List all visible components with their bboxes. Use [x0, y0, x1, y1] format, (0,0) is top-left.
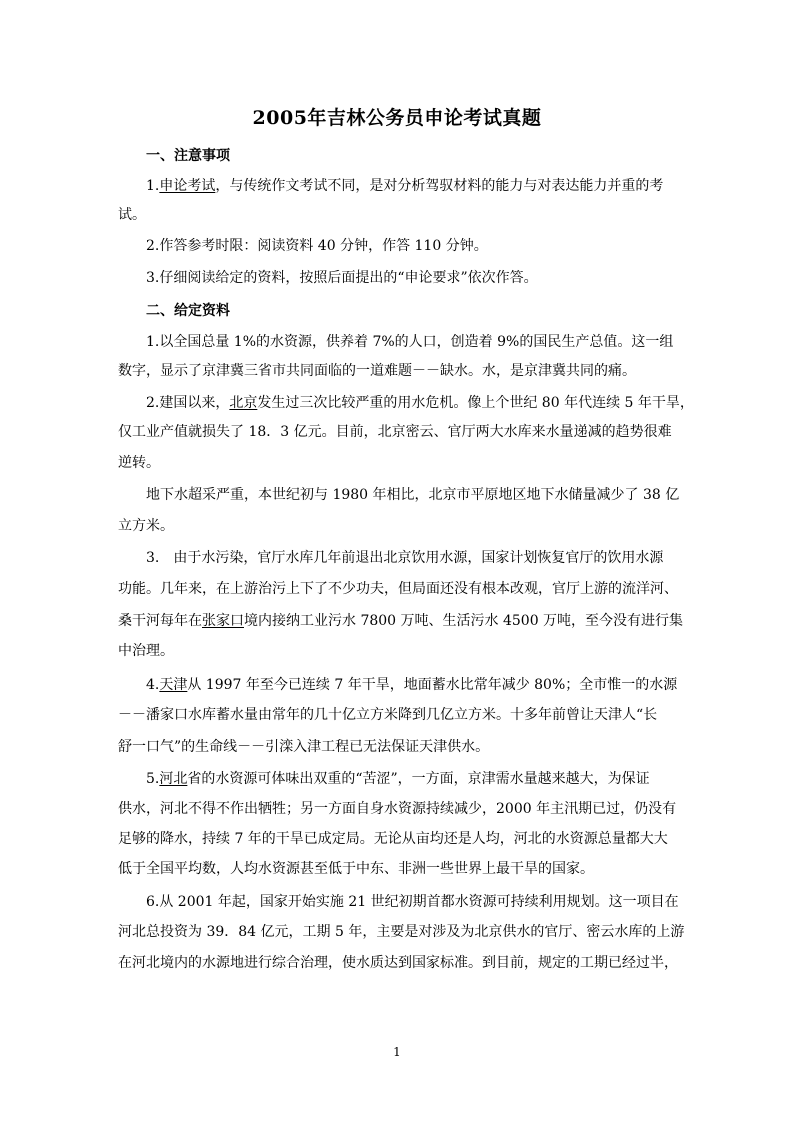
- text-segment: 境内接纳工业污水 7800 万吨、生活污水 4500 万吨，至今没有进行集: [244, 613, 684, 629]
- underlined-term: 河北: [159, 771, 188, 787]
- paragraph-line: [118, 954, 678, 972]
- page-number: 1: [393, 1045, 401, 1059]
- text-segment: 足够的降水，持续 7 年的干旱已成定局。无论从亩均还是人均，河北的水资源总量都大大: [118, 831, 668, 847]
- text-segment: 地下水超采严重，本世纪初与 1980 年相比，北京市平原地区地下水储量减少了 38 亿: [146, 487, 680, 503]
- text-segment: 2.作答参考时限：阅读资料 40 分钟，作答 110 分钟。: [146, 238, 488, 254]
- paragraph-line: [146, 770, 650, 788]
- text-segment: 数字，显示了京津冀三省市共同面临的一道难题－－缺水。水，是京津冀共同的痛。: [118, 363, 636, 379]
- paragraph-line: [146, 893, 679, 911]
- section-heading: [146, 147, 230, 165]
- text-segment: 3. 由于水污染，官厅水库几年前退出北京饮用水源，国家计划恢复官厅的饮用水源: [146, 550, 664, 566]
- text-segment: 功能。几年来，在上游治污上下了不少功夫，但局面还没有根本改观，官厅上游的流洋河、: [118, 581, 678, 597]
- paragraph-line: [118, 830, 668, 848]
- paragraph-line: [118, 206, 146, 224]
- text-segment: 1.: [146, 178, 160, 194]
- text-segment: 3.仔细阅读给定的资料，按照后面提出的“申论要求”依次作答。: [146, 270, 538, 286]
- paragraph-line: [118, 362, 636, 380]
- paragraph-line: [118, 738, 489, 756]
- paragraph-line: [118, 580, 678, 598]
- paragraph-line: [118, 860, 594, 878]
- paragraph-line: [146, 549, 663, 567]
- text-segment: 舒一口气”的生命线－－引滦入津工程已无法保证天津供水。: [118, 739, 490, 755]
- paragraph-line: [146, 676, 677, 694]
- text-segment: 二、给定资料: [146, 303, 230, 319]
- text-segment: 6.从 2001 年起，国家开始实施 21 世纪初期首都水资源可持续利用规划。这一项目在: [146, 894, 679, 910]
- paragraph-line: [146, 486, 679, 504]
- text-segment: 从 1997 年至今已连续 7 年干旱，地面蓄水比常年减少 80%；全市惟一的水源: [187, 677, 678, 693]
- underlined-term: 张家口: [202, 613, 244, 629]
- paragraph-line: [146, 333, 673, 351]
- paragraph-line: [146, 269, 538, 287]
- text-segment: 低于全国平均数，人均水资源甚至低于中东、非洲一些世界上最干旱的国家。: [118, 861, 594, 877]
- paragraph-line: [146, 237, 488, 255]
- paragraph-line: [118, 454, 160, 472]
- text-segment: 5.: [146, 771, 160, 787]
- paragraph-line: [118, 612, 683, 630]
- paragraph-line: [146, 394, 694, 412]
- paragraph-line: [146, 177, 663, 195]
- document-title: 2005年吉林公务员申论考试真题: [252, 107, 542, 129]
- text-segment: 2.建国以来，: [146, 395, 230, 411]
- text-segment: 1.以全国总量 1%的水资源，供养着 7%的人口，创造着 9%的国民生产总值。这一组: [146, 334, 674, 350]
- paragraph-line: [118, 423, 672, 441]
- text-segment: 中治理。: [118, 643, 174, 659]
- text-segment: 立方米。: [118, 518, 174, 534]
- text-segment: 一、注意事项: [146, 148, 230, 164]
- paragraph-line: [118, 517, 174, 535]
- text-segment: 逆转。: [118, 455, 160, 471]
- text-segment: 省的水资源可体味出双重的“苦涩”，一方面，京津需水量越来越大，为保证: [187, 771, 650, 787]
- underlined-term: 北京: [229, 395, 258, 411]
- paragraph-line: [118, 642, 174, 660]
- underlined-term: 天津: [159, 677, 188, 693]
- text-segment: 仅工业产值就损失了 18．3 亿元。目前，北京密云、官厅两大水库来水量递减的趋势很难: [118, 424, 672, 440]
- text-segment: 4.: [146, 677, 160, 693]
- text-segment: 桑干河每年在: [118, 613, 202, 629]
- text-segment: －－潘家口水库蓄水量由常年的几十亿立方米降到几亿立方米。十多年前曾让天津人“长: [118, 707, 658, 723]
- text-segment: 试。: [118, 207, 146, 223]
- text-segment: 河北总投资为 39．84 亿元，工期 5 年，主要是对涉及为北京供水的官厅、密云水库的上游: [118, 924, 685, 940]
- text-segment: 供水，河北不得不作出牺牲；另一方面自身水资源持续减少，2000 年主汛期已过，仍没有: [118, 801, 677, 817]
- paragraph-line: [118, 706, 657, 724]
- underlined-term: 申论考试: [159, 178, 216, 194]
- text-segment: 发生过三次比较严重的用水危机。像上个世纪 80 年代连续 5 年干旱，: [257, 395, 694, 411]
- paragraph-line: [118, 800, 676, 818]
- section-heading: [146, 302, 230, 320]
- text-segment: 在河北境内的水源地进行综合治理，使水质达到国家标准。到目前，规定的工期已经过半，: [118, 955, 678, 971]
- paragraph-line: [118, 923, 684, 941]
- text-segment: ，与传统作文考试不同，是对分析驾驭材料的能力与对表达能力并重的考: [215, 178, 664, 194]
